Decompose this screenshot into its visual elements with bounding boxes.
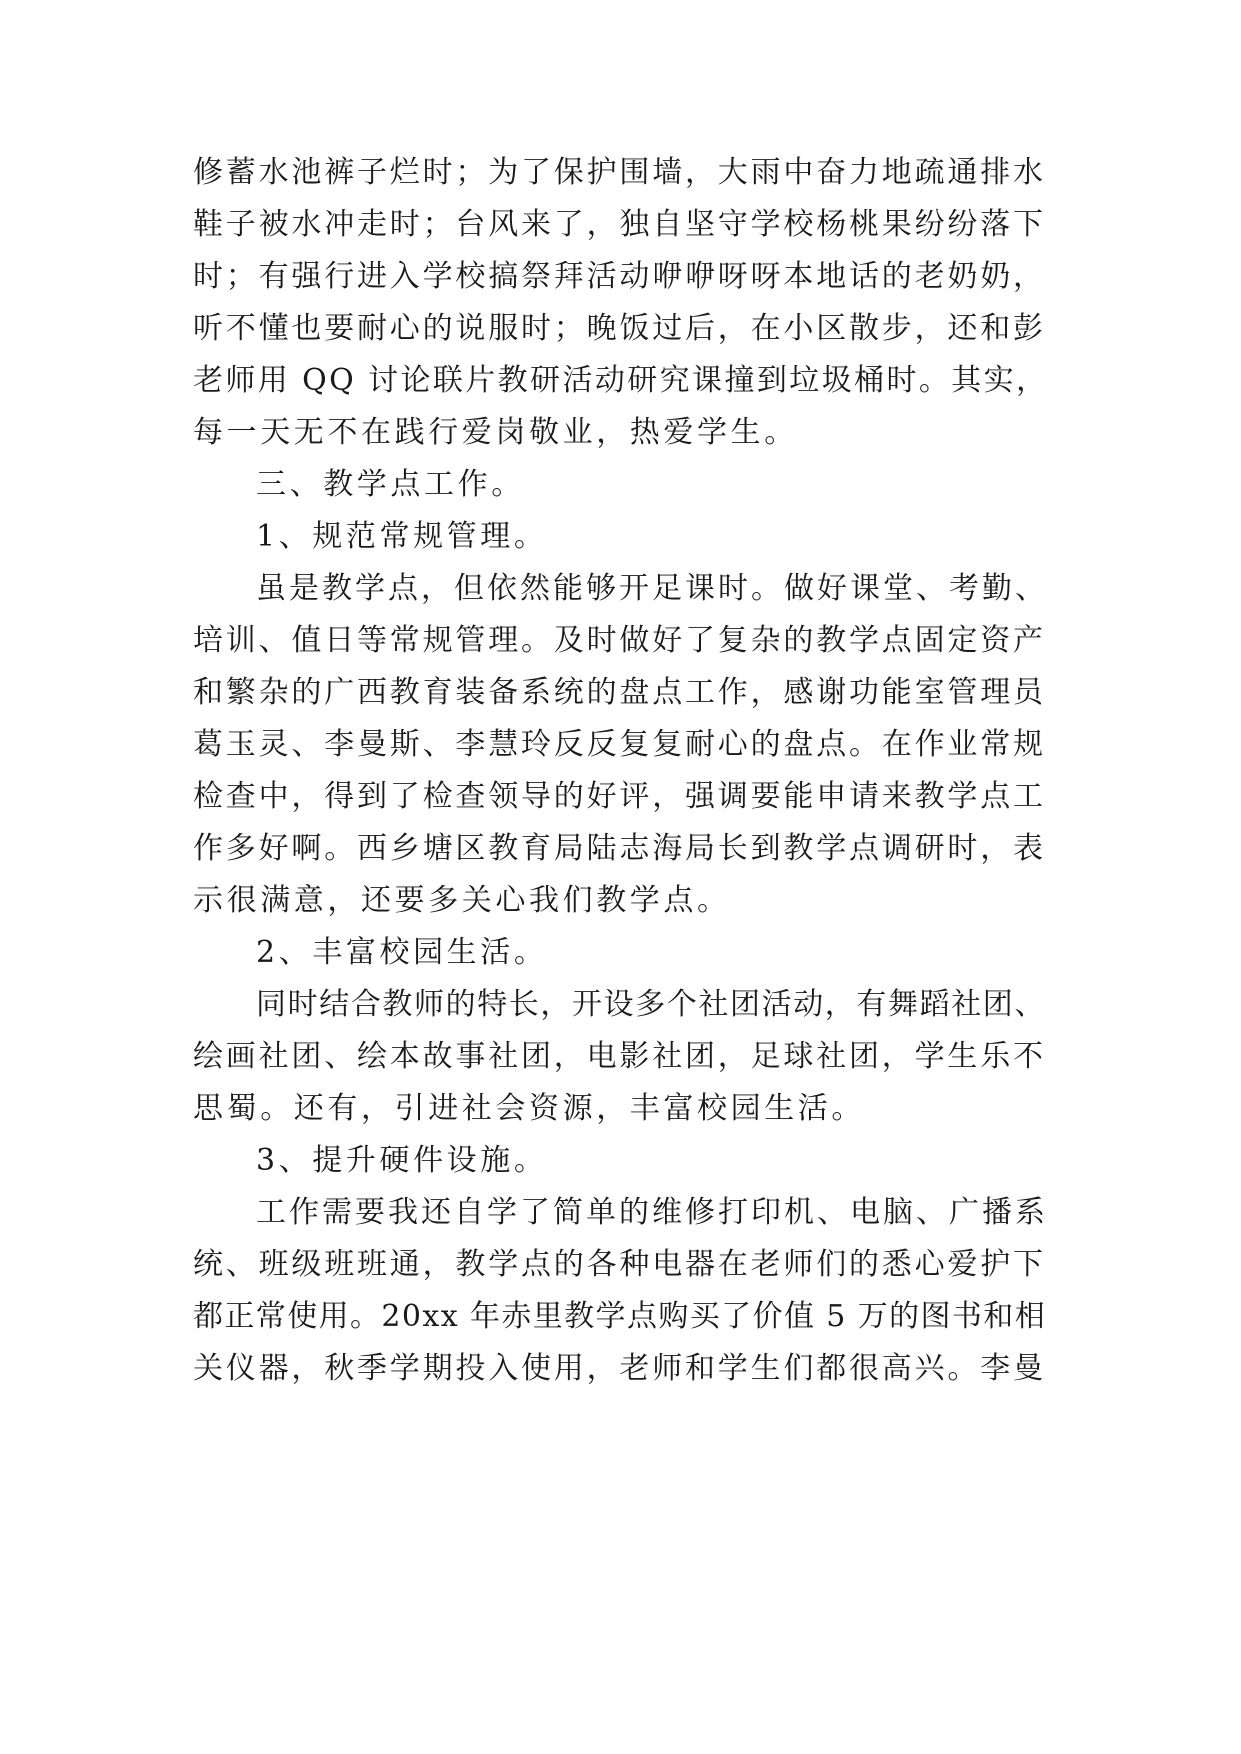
text-line-17: 同时结合教师的特长，开设多个社团活动，有舞蹈社团、 [256,987,1046,1022]
text-line-11: 和繁杂的广西教育装备系统的盘点工作，感谢功能室管理员 [193,675,1046,710]
text-line-6: 每一天无不在践行爱岗敬业，热爱学生。 [193,415,798,450]
text-line-14: 作多好啊。西乡塘区教育局陆志海局长到教学点调研时，表 [193,831,1046,866]
text-line-19: 思蜀。还有，引进社会资源，丰富校园生活。 [193,1091,865,1126]
text-line-10: 培训、值日等常规管理。及时做好了复杂的教学点固定资产 [193,623,1046,658]
text-line-22: 统、班级班班通，教学点的各种电器在老师们的悉心爱护下 [193,1247,1046,1282]
text-line-21: 工作需要我还自学了简单的维修打印机、电脑、广播系 [256,1195,1048,1230]
text-line-15: 示很满意，还要多关心我们教学点。 [193,883,731,918]
text-line-4: 听不懂也要耐心的说服时；晚饭过后，在小区散步，还和彭 [193,311,1046,346]
text-line-2: 鞋子被水冲走时；台风来了，独自坚守学校杨桃果纷纷落下 [193,207,1046,242]
text-line-5: 老师用 QQ 讨论联片教研活动研究课撞到垃圾桶时。其实， [193,363,1049,398]
text-line-24: 关仪器，秋季学期投入使用，老师和学生们都很高兴。李曼 [193,1351,1046,1386]
text-line-9: 虽是教学点，但依然能够开足课时。做好课堂、考勤、 [256,571,1048,606]
section-heading: 三、教学点工作。 [256,467,525,502]
text-line-1: 修蓄水池裤子烂时；为了保护围墙，大雨中奋力地疏通排水 [193,155,1046,190]
subheading-2: 2、丰富校园生活。 [256,935,548,970]
subheading-1: 1、规范常规管理。 [256,519,548,554]
text-line-18: 绘画社团、绘本故事社团，电影社团，足球社团，学生乐不 [193,1039,1046,1074]
text-line-23: 都正常使用。20xx 年赤里教学点购买了价值 5 万的图书和相 [193,1299,1047,1334]
text-line-12: 葛玉灵、李曼斯、李慧玲反反复复耐心的盘点。在作业常规 [193,727,1046,762]
text-line-3: 时；有强行进入学校搞祭拜活动咿咿呀呀本地话的老奶奶， [193,259,1046,294]
text-line-13: 检查中，得到了检查领导的好评，强调要能申请来教学点工 [193,779,1046,814]
subheading-3: 3、提升硬件设施。 [256,1143,548,1178]
